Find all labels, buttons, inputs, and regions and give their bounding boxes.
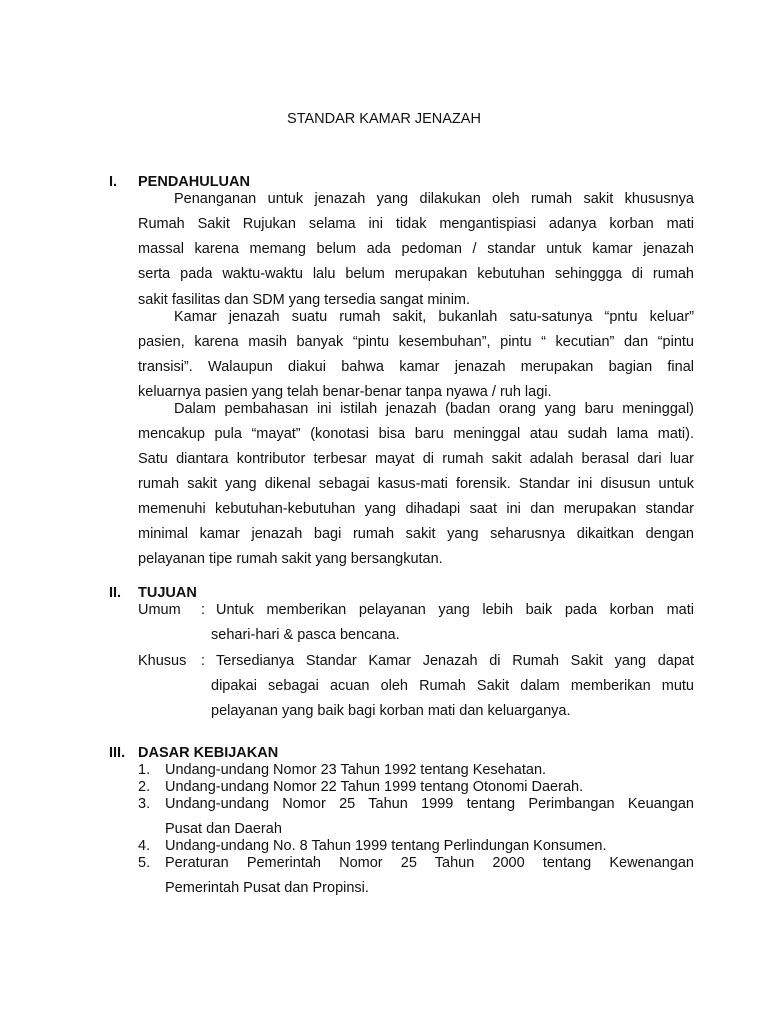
paragraph-line: sakit fasilitas dan SDM yang tersedia sangat minim. bbox=[138, 292, 471, 308]
list-number: 2. bbox=[138, 779, 151, 795]
document-title: STANDAR KAMAR JENAZAH bbox=[287, 111, 481, 127]
list-number: 1. bbox=[138, 762, 151, 778]
paragraph-line: memenuhi kebutuhan-kebutuhan yang dihadapi saat ini dan merupakan standar bbox=[138, 501, 694, 517]
list-item: Undang-undang No. 8 Tahun 1999 tentang Perlindungan Konsumen. bbox=[165, 838, 607, 854]
paragraph-line: Rumah Sakit Rujukan selama ini tidak mengantispiasi adanya korban mati bbox=[138, 216, 694, 232]
paragraph-line: rumah sakit yang dikenal sebagai kasus-mati forensik. Standar ini disusun untuk bbox=[138, 476, 694, 492]
paragraph-line: Dalam pembahasan ini istilah jenazah (badan orang yang baru meninggal) bbox=[174, 401, 694, 417]
list-item: Peraturan Pemerintah Nomor 25 Tahun 2000 tentang Kewenangan bbox=[165, 855, 694, 871]
goal-colon: : bbox=[201, 602, 206, 618]
section-number: II. bbox=[109, 585, 122, 601]
section-heading: PENDAHULUAN bbox=[138, 174, 250, 190]
goal-label: Umum bbox=[138, 602, 181, 618]
list-number: 4. bbox=[138, 838, 151, 854]
section-number: I. bbox=[109, 174, 118, 190]
list-item: Undang-undang Nomor 23 Tahun 1992 tentang Kesehatan. bbox=[165, 762, 547, 778]
section-number: III. bbox=[109, 745, 126, 761]
goal-line: pelayanan yang baik bagi korban mati dan keluarganya. bbox=[211, 703, 571, 719]
paragraph-line: Penanganan untuk jenazah yang dilakukan oleh rumah sakit khususnya bbox=[174, 191, 694, 207]
list-item: Undang-undang Nomor 25 Tahun 1999 tentang Perimbangan Keuangan bbox=[165, 796, 694, 812]
section-heading: DASAR KEBIJAKAN bbox=[138, 745, 279, 761]
goal-line: sehari-hari & pasca bencana. bbox=[211, 627, 400, 643]
paragraph-line: pasien, karena masih banyak “pintu kesembuhan”, pintu “ kecutian” dan “pintu bbox=[138, 334, 694, 350]
list-number: 3. bbox=[138, 796, 151, 812]
list-item: Undang-undang Nomor 22 Tahun 1999 tentang Otonomi Daerah. bbox=[165, 779, 584, 795]
goal-line: Tersedianya Standar Kamar Jenazah di Rumah Sakit yang dapat bbox=[216, 653, 694, 669]
goal-colon: : bbox=[201, 653, 206, 669]
paragraph-line: minimal kamar jenazah bagi rumah sakit yang seharusnya dikaitkan dengan bbox=[138, 526, 694, 542]
paragraph-line: mencakup pula “mayat” (konotasi bisa baru meninggal atau sudah lama mati). bbox=[138, 426, 694, 442]
list-item: Pusat dan Daerah bbox=[165, 821, 282, 837]
list-item: Pemerintah Pusat dan Propinsi. bbox=[165, 880, 369, 896]
goal-line: Untuk memberikan pelayanan yang lebih baik pada korban mati bbox=[216, 602, 694, 618]
list-number: 5. bbox=[138, 855, 151, 871]
goal-label: Khusus bbox=[138, 653, 187, 669]
section-heading: TUJUAN bbox=[138, 585, 197, 601]
paragraph-line: serta pada waktu-waktu lalu belum merupakan kebutuhan sehinggga di rumah bbox=[138, 266, 694, 282]
paragraph-line: pelayanan tipe rumah sakit yang bersangkutan. bbox=[138, 551, 443, 567]
goal-line: dipakai sebagai acuan oleh Rumah Sakit dalam memberikan mutu bbox=[211, 678, 694, 694]
paragraph-line: transisi”. Walaupun diakui bahwa kamar jenazah merupakan bagian final bbox=[138, 359, 694, 375]
paragraph-line: Satu diantara kontributor terbesar mayat di rumah sakit adalah berasal dari luar bbox=[138, 451, 694, 467]
paragraph-line: keluarnya pasien yang telah benar-benar tanpa nyawa / ruh lagi. bbox=[138, 384, 552, 400]
paragraph-line: massal karena memang belum ada pedoman / standar untuk kamar jenazah bbox=[138, 241, 694, 257]
paragraph-line: Kamar jenazah suatu rumah sakit, bukanlah satu-satunya “pntu keluar” bbox=[174, 309, 694, 325]
